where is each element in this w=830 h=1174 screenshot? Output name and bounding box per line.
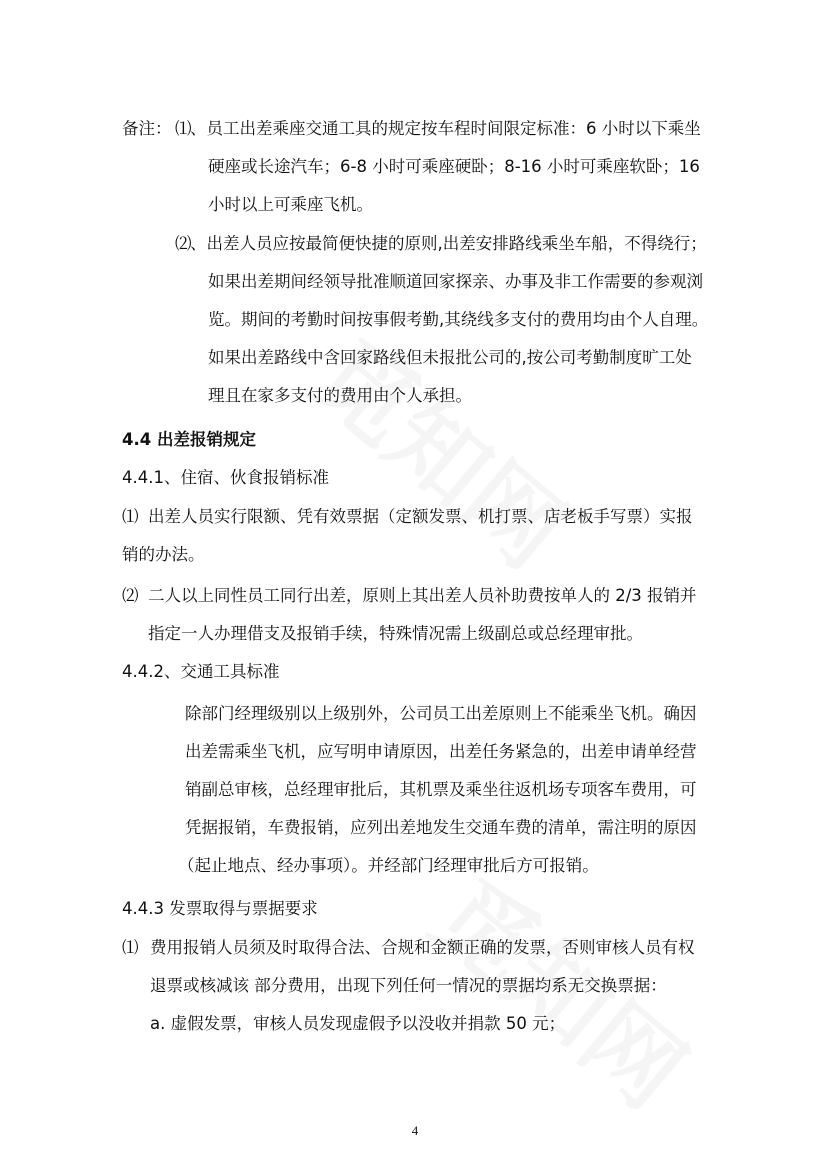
s442-line-5: （起止地点、经办事项）。并经部门经理审批后方可报销。 — [178, 856, 599, 875]
s441-p2-marker: ⑵ — [122, 586, 139, 605]
s443-p1-line-2: 退票或核减该 部分费用，出现下列任何一情况的票据均系无交换票据： — [150, 976, 667, 995]
s443-p1-line-1: 费用报销人员须及时取得合法、合规和金额正确的发票，否则审核人员有权 — [150, 938, 695, 957]
s441-p1-line-2: 销的办法。 — [122, 545, 205, 564]
subsection-heading-4-4-3: 4.4.3 发票取得与票据要求 — [122, 899, 318, 918]
subsection-heading-4-4-1: 4.4.1、住宿、伙食报销标准 — [122, 468, 329, 487]
page-number: 4 — [411, 1123, 419, 1138]
s441-p1-marker: ⑴ — [122, 507, 139, 526]
s443-p1-marker: ⑴ — [122, 938, 139, 957]
subsection-heading-4-4-2: 4.4.2、交通工具标准 — [122, 662, 280, 681]
section-heading-4-4: 4.4 出差报销规定 — [122, 430, 256, 449]
note-item-2-line-3: 览。期间的考勤时间按事假考勤,其绕线多支付的费用均由个人自理。 — [208, 310, 709, 329]
note-item-1-marker: ⑴ — [175, 119, 192, 138]
s441-p2-line-1: 二人以上同性员工同行出差，原则上其出差人员补助费按单人的 2/3 报销并 — [148, 586, 697, 605]
s442-line-3: 销副总审核，总经理审批后，其机票及乘坐往返机场专项客车费用，可 — [185, 780, 697, 799]
s442-line-4: 凭据报销，车费报销，应列出差地发生交通车费的清单，需注明的原因 — [185, 818, 697, 837]
note-item-1-line-1: 、员工出差乘座交通工具的规定按车程时间限定标准：6 小时以下乘坐 — [190, 119, 701, 138]
note-item-1-line-2: 硬座或长途汽车；6-8 小时可乘座硬卧；8-16 小时可乘座软卧；16 — [208, 157, 700, 176]
s442-line-2: 出差需乘坐飞机，应写明申请原因，出差任务紧急的，出差申请单经营 — [185, 742, 697, 761]
s443-item-a: a. 虚假发票，审核人员发现虚假予以没收并捐款 50 元； — [150, 1014, 566, 1033]
note-item-2-marker: ⑵ — [175, 234, 192, 253]
note-item-2-line-4: 如果出差路线中含回家路线但未报批公司的,按公司考勤制度旷工处 — [208, 348, 692, 367]
note-label: 备注： — [122, 119, 172, 138]
s442-line-1: 除部门经理级别以上级别外，公司员工出差原则上不能乘坐飞机。确因 — [185, 704, 697, 723]
note-item-2-line-2: 如果出差期间经领导批准顺道回家探亲、办事及非工作需要的参观浏 — [208, 272, 703, 291]
note-item-2-line-1: 、出差人员应按最简便快捷的原则,出差安排路线乘坐车船，不得绕行； — [190, 234, 707, 253]
note-item-1-line-3: 小时以上可乘座飞机。 — [208, 195, 373, 214]
s441-p1-line-1: 出差人员实行限额、凭有效票据（定额发票、机打票、店老板手写票）实报 — [148, 507, 693, 526]
s441-p2-line-2: 指定一人办理借支及报销手续，特殊情况需上级副总或总经理审批。 — [148, 624, 643, 643]
note-item-2-line-5: 理且在家多支付的费用由个人承担。 — [208, 386, 472, 405]
